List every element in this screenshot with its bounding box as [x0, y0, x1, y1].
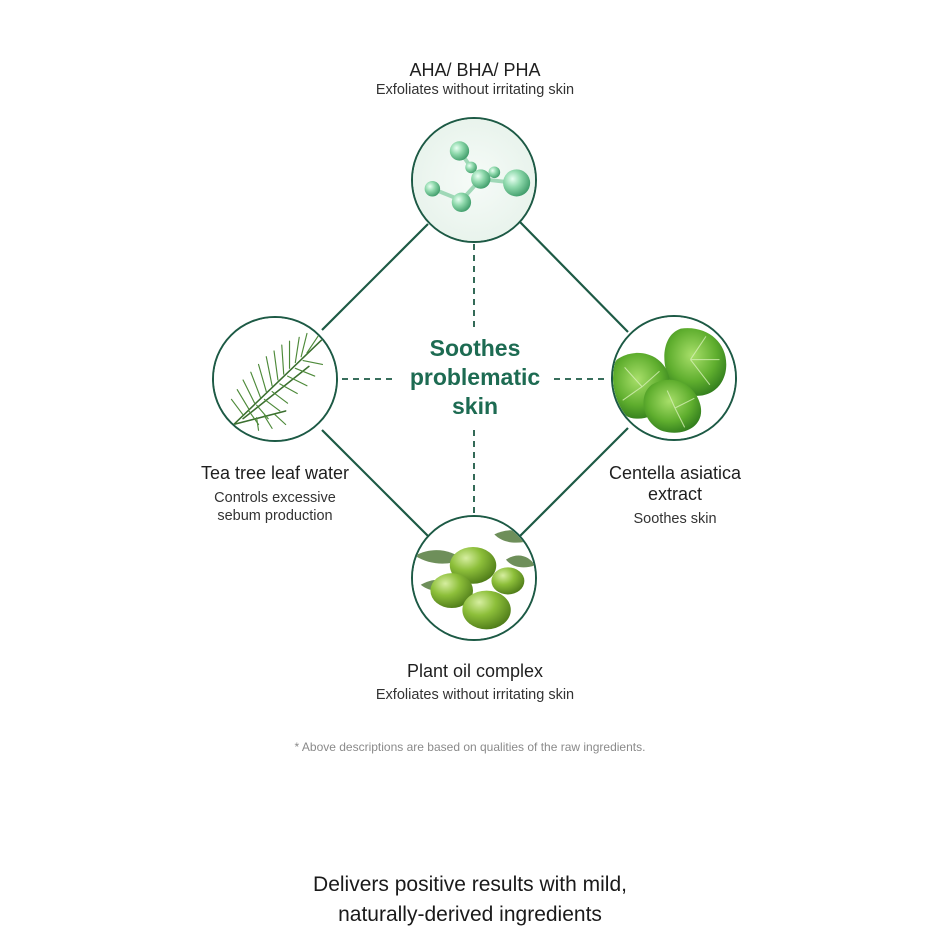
ingredient-right-title-line2: extract — [647, 484, 703, 504]
center-claim — [390, 334, 560, 421]
ingredient-right-title-line1: Centella asiatica — [608, 463, 742, 483]
tea-tree-icon — [212, 316, 338, 442]
ingredient-bottom-label — [320, 661, 630, 704]
ingredient-left-desc-line2: sebum production — [217, 508, 333, 524]
edge-top-right — [520, 222, 628, 332]
ingredient-bottom-title: Plant oil complex — [406, 661, 544, 681]
centella-leaf-icon — [611, 315, 737, 441]
ingredient-left-desc-line1: Controls excessive — [214, 490, 336, 506]
tagline — [0, 870, 940, 930]
footnote: * Above descriptions are based on qualities of the raw ingredients. — [294, 740, 646, 754]
center-claim-line2: problematic — [409, 364, 541, 390]
edge-top-left — [322, 224, 428, 330]
center-claim-line1: Soothes — [429, 335, 521, 361]
tagline-line2: naturally-derived ingredients — [338, 903, 602, 926]
ingredient-top-title: AHA/ BHA/ PHA — [409, 60, 541, 80]
center-claim-line3: skin — [451, 393, 499, 419]
ingredient-top-label — [320, 60, 630, 99]
molecule-icon — [411, 117, 537, 243]
tagline-line1: Delivers positive results with mild, — [313, 873, 627, 896]
ingredient-right-label — [580, 463, 770, 528]
ingredient-top-desc: Exfoliates without irritating skin — [375, 82, 575, 98]
ingredient-right-desc: Soothes skin — [633, 511, 717, 527]
ingredient-left-label — [170, 463, 380, 525]
ingredient-bottom-desc: Exfoliates without irritating skin — [375, 687, 575, 703]
olive-icon — [411, 515, 537, 641]
ingredient-left-title: Tea tree leaf water — [200, 463, 350, 483]
